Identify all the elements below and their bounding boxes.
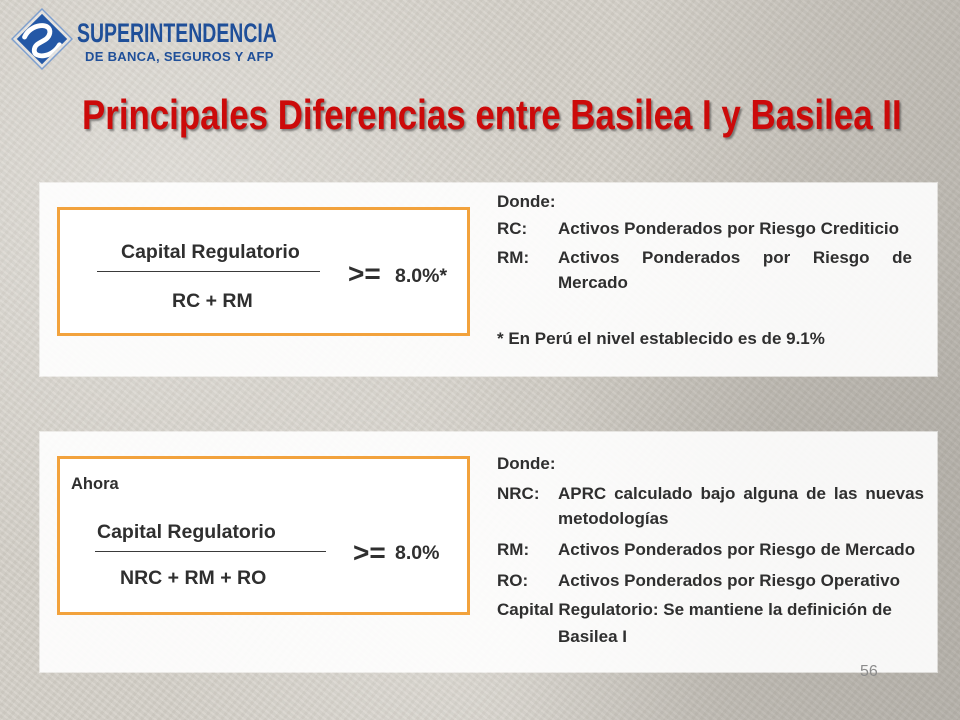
diamond-logo-icon (11, 8, 73, 70)
logo-name-line2: DE BANCA, SEGUROS Y AFP (85, 49, 274, 64)
basel-ii-formula-box (57, 456, 470, 615)
basel-i-panel (40, 183, 937, 376)
formula-operator: >= (348, 258, 381, 289)
formula-denominator: RC + RM (172, 290, 253, 312)
definition-text: APRC calculado bajo alguna de las nuevas metodologías (558, 484, 924, 528)
definition-text: Activos Ponderados por Riesgo de Mercado (558, 540, 916, 559)
slide-title: Principales Diferencias entre Basilea I y Basilea II (82, 91, 902, 138)
formula-intro: Ahora (71, 475, 119, 493)
definition-rc (497, 216, 912, 241)
definition-text: Activos Ponderados por Riesgo de Mercado (558, 248, 912, 292)
formula-operator: >= (353, 537, 386, 568)
formula-numerator: Capital Regulatorio (97, 521, 276, 543)
formula-threshold: 8.0% (395, 542, 440, 564)
basel-ii-panel (40, 432, 937, 672)
page-number: 56 (860, 663, 878, 680)
capital-definition-note: Capital Regulatorio: Se mantiene la definición de Basilea I (497, 600, 892, 646)
definition-text: Activos Ponderados por Riesgo Operativo (558, 571, 900, 590)
definition-term: NRC: (497, 484, 540, 503)
definition-ro (497, 568, 924, 593)
logo-name-line1: SUPERINTENDENCIA (77, 18, 277, 48)
basel-i-formula-box (57, 207, 470, 336)
definition-term: RM: (497, 540, 530, 559)
definition-term: RM: (497, 248, 530, 267)
formula-threshold: 8.0%* (395, 265, 448, 287)
fraction-line (95, 551, 326, 552)
footnote: * En Perú el nivel establecido es de 9.1% (497, 329, 825, 348)
definition-term: RO: (497, 571, 529, 590)
where-label: Donde: (497, 192, 556, 211)
definition-rm (497, 245, 912, 295)
formula-numerator: Capital Regulatorio (121, 241, 300, 263)
fraction-line (97, 271, 320, 272)
definition-rm (497, 537, 924, 562)
formula-denominator: NRC + RM + RO (120, 567, 267, 589)
definition-nrc (497, 481, 924, 531)
definition-text: Activos Ponderados por Riesgo Crediticio (558, 219, 900, 238)
definition-term: RC: (497, 219, 528, 238)
where-label: Donde: (497, 454, 556, 473)
